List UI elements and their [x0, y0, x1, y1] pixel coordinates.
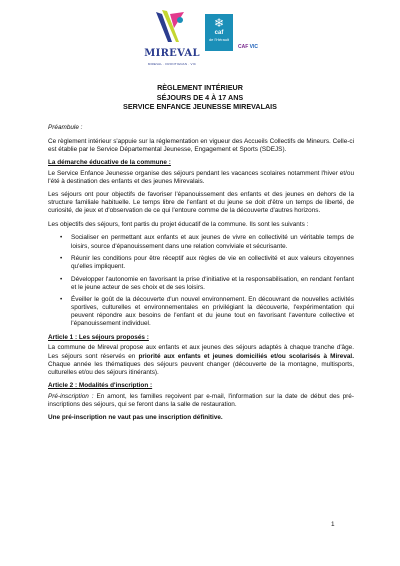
partner-logo [238, 44, 258, 50]
demarche-paragraph-2: Les séjours ont pour objectifs de favoriser l'épanouissement des enfants et des jeunes en dehors de la structure familiale habituelle. Le temps libre de l'enfant et du jeune se doit d'être un temps de liberté, de curiosité, de jeux et d'observation de ce qui l'entoure comme de la découverte d'autres horizons. [48, 191, 354, 215]
objective-item [48, 234, 354, 250]
caf-logo [205, 14, 233, 51]
partner-logo-b: VIC [249, 44, 259, 50]
article-2-note [48, 414, 354, 422]
preinscription-label: Pré-inscription : [48, 392, 94, 400]
mireval-tagline: MIREVAL · FRONTIGNAN · VIC [147, 62, 197, 66]
title-line-2: SÉJOURS DE 4 À 17 ANS [156, 92, 244, 102]
preambule-text: Ce règlement intérieur s'appuie sur la réglementation en vigueur des Accueils Collectifs de Mineurs. Celle-ci est établie par le Service Départemental Jeunesse, Engagement et Sports (SDEJS). [48, 137, 354, 153]
page-number: 1 [331, 521, 335, 528]
article-1-text-bold: priorité aux enfants et jeunes domiciliés et/ou scolarisés à Mireval. [138, 352, 354, 360]
preinscription-text: En amont, les familles reçoivent par e-mail, l'information sur la date de début des pré-inscriptions des séjours, qui se feront dans la salle de restauration. [48, 392, 354, 408]
objective-text: Réunir les conditions pour être réceptif aux règles de vie en collectivité et aux valeurs citoyennes qu'elles impliquent. [71, 255, 354, 271]
document-title [0, 83, 400, 112]
article-1-heading: Article 1 : Les séjours proposés : [48, 333, 149, 341]
snowflake-icon: ❄ [213, 16, 225, 30]
title-line-1: RÈGLEMENT INTÉRIEUR [157, 83, 243, 92]
demarche-heading: La démarche éducative de la commune : [48, 159, 171, 167]
partner-logo-a: CAF [238, 44, 249, 50]
mireval-wordmark: MIREVAL [144, 48, 200, 59]
objectives-list [48, 234, 354, 328]
objective-text: Développer l'autonomie en favorisant la prise d'initiative et la responsabilisation, en rendant l'enfant et le jeune acteur de ses choix et de ses loisirs. [71, 275, 354, 291]
objective-text: Éveiller le goût de la découverte d'un nouvel environnement. En découvrant de nouvelles activités sportives, culturelles et environnementales en privilégiant la découverte, l'expérimentation qui peuvent répondre aux besoins de l'enfant et du jeune tout en favorisant l'aventure collective et l'épanouissement individuel. [71, 296, 354, 328]
bullet-icon: • [60, 255, 63, 263]
bullet-icon: • [60, 275, 63, 283]
preambule-heading: Préambule : [48, 124, 83, 131]
demarche-paragraph-3: Les objectifs des séjours, font partis du projet éducatif de la commune. Ils sont les suivants : [48, 220, 309, 228]
mireval-emblem-icon [150, 8, 190, 48]
article-2-heading: Article 2 : Modalités d'inscription : [48, 382, 153, 390]
title-line-3: SERVICE ENFANCE JEUNESSE MIREVALAIS [123, 102, 277, 111]
bullet-icon: • [60, 234, 63, 242]
article-2-note-text: Une pré-inscription ne vaut pas une inscription définitive. [48, 414, 223, 422]
document-body [48, 124, 354, 428]
article-1-text-b: Chaque année les thématiques des séjours peuvent changer (découverte de la montagne, multisports, culturelles et/ou des séjours itinérants). [48, 360, 354, 376]
bullet-icon: • [60, 296, 63, 304]
caf-department: de l'Hérault [208, 37, 230, 42]
objective-item [48, 296, 354, 328]
article-2-text [48, 393, 354, 409]
caf-name: caf [214, 30, 224, 36]
objective-item [48, 276, 354, 292]
demarche-paragraph-1: Le Service Enfance Jeunesse organise des séjours pendant les vacances scolaires notamment l'hiver et/ou l'été à destination des enfants et des jeunes Mirevalais. [48, 169, 354, 185]
objective-item [48, 255, 354, 271]
article-1-text-a: La commune de Mireval propose aux enfants et aux jeunes des séjours adaptés à chaque tranche d'âge. Les séjours sont réservés en [48, 344, 354, 360]
objective-text: Socialiser en permettant aux enfants et aux jeunes de vivre en collectivité un véritable temps de loisirs, source d'épanouissement dans une relation conviviale et sécurisante. [71, 234, 354, 250]
mireval-logo [140, 8, 200, 70]
article-1-text [48, 344, 354, 376]
